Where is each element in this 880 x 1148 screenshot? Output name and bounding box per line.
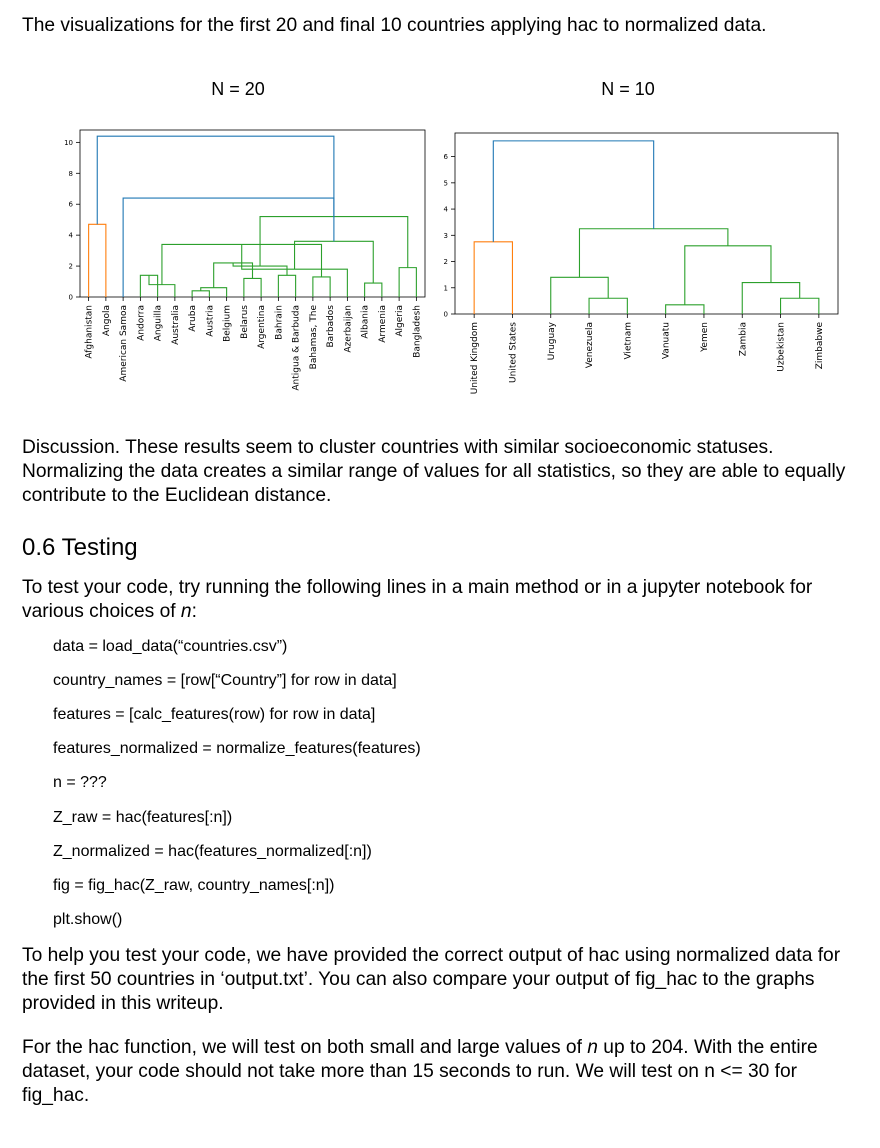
leaf-label: Algeria [395, 305, 406, 337]
code-line-fig: fig = fig_hac(Z_raw, country_names[:n]) [53, 877, 335, 894]
dendrogram-link [589, 298, 627, 314]
y-tick-label: 1 [443, 284, 448, 293]
leaf-label: Belarus [239, 305, 250, 339]
dendrogram-link [244, 278, 261, 297]
dendrogram-link [214, 263, 253, 288]
test-intro-before: To test your code, try running the following lines in a main method or in a jupyter notebook for various choices of [22, 577, 813, 622]
dendrogram-link [295, 241, 374, 283]
dendrogram-link [192, 291, 209, 297]
leaf-label: Anguilla [153, 305, 164, 342]
y-tick-label: 2 [68, 262, 73, 271]
leaf-label: Zimbabwe [814, 322, 825, 370]
leaf-label: Vanuatu [661, 322, 672, 360]
leaf-label: Venezuela [585, 322, 596, 369]
test-intro-after: : [191, 601, 197, 622]
variable-n: n [180, 601, 192, 622]
leaf-label: Barbados [326, 305, 337, 348]
code-line-z-normalized: Z_normalized = hac(features_normalized[:n]) [53, 843, 372, 860]
leaf-label: Angola [101, 305, 112, 337]
y-tick-label: 4 [443, 205, 448, 214]
leaf-label: United States [508, 322, 519, 383]
dendrogram-link [666, 305, 704, 314]
dendrogram-link [493, 141, 653, 242]
leaf-label: Yemen [699, 322, 710, 352]
leaf-label: Albania [360, 305, 371, 339]
leaf-label: Andorra [136, 305, 147, 341]
dendrogram-link [474, 242, 512, 314]
leaf-label: American Samoa [119, 305, 130, 382]
y-tick-label: 0 [443, 310, 448, 319]
y-tick-label: 10 [64, 138, 73, 147]
chart-title-n10: N = 10 [601, 79, 655, 99]
dendrogram-link [123, 198, 334, 297]
dendrogram-link [278, 275, 295, 297]
dendrogram-link [399, 268, 416, 297]
code-line-country-names: country_names = [row[“Country”] for row in data] [53, 672, 397, 689]
code-line-plt-show: plt.show() [53, 911, 123, 928]
section-number: 0.6 [22, 534, 56, 561]
leaf-label: United Kingdom [470, 322, 481, 395]
dendrogram-link [551, 277, 608, 314]
leaf-label: Armenia [377, 305, 388, 343]
discussion-text: Discussion. These results seem to cluster countries with similar socioeconomic statuses. Normalizing the data creates a similar range of values for all statistics, so they are able to equally contribute to the Euclidean distance. [22, 437, 846, 506]
y-tick-label: 6 [443, 153, 448, 162]
help-text: To help you test your code, we have provided the correct output of hac using normalized data for the first 50 countries in ‘output.txt’. You can also compare your output of fig_hac to the graphs provided in this writeup. [22, 945, 841, 1014]
code-line-load-data: data = load_data(“countries.csv”) [53, 638, 288, 655]
final-text-part2: up to 204. With the entire dataset, your code should not take more than 15 seconds to run. We will test on n <= 30 for fig_hac. [22, 1037, 818, 1106]
leaf-label: Uzbekistan [776, 322, 787, 372]
leaf-label: Austria [205, 305, 216, 337]
dendrogram-n10 [420, 130, 840, 420]
leaf-label: Aruba [188, 305, 199, 332]
leaf-label: Antigua & Barbuda [291, 305, 302, 391]
variable-n: n [587, 1037, 598, 1058]
final-text-part1: For the hac function, we will test on both small and large values of [22, 1037, 588, 1058]
y-tick-label: 3 [443, 231, 448, 240]
y-tick-label: 5 [443, 179, 448, 188]
leaf-label: Zambia [738, 322, 749, 357]
leaf-label: Bahrain [274, 305, 285, 340]
code-line-z-raw: Z_raw = hac(features[:n]) [53, 809, 233, 826]
dendrogram-link [365, 283, 382, 297]
code-line-features: features = [calc_features(row) for row in data] [53, 706, 376, 723]
dendrogram-link [685, 246, 771, 305]
code-line-features-normalized: features_normalized = normalize_features(features) [53, 740, 421, 757]
dendrogram-link [313, 277, 330, 297]
final-text [22, 1036, 852, 1108]
y-tick-label: 2 [443, 258, 448, 267]
leaf-label: Vietnam [623, 322, 634, 360]
leaf-label: Belgium [222, 305, 233, 342]
leaf-label: Bahamas, The [308, 305, 319, 370]
intro-text: The visualizations for the first 20 and final 10 countries applying hac to normalized data. [22, 15, 767, 36]
y-tick-label: 0 [68, 293, 73, 302]
dendrogram-link [579, 229, 727, 278]
chart-title-n20: N = 20 [211, 79, 265, 99]
y-tick-label: 6 [68, 200, 73, 209]
code-line-n: n = ??? [53, 774, 107, 791]
leaf-label: Uruguay [546, 322, 557, 361]
leaf-label: Argentina [257, 305, 268, 349]
y-tick-label: 8 [68, 169, 73, 178]
dendrogram-link [201, 288, 227, 297]
y-tick-label: 4 [68, 231, 73, 240]
test-intro-text [22, 576, 852, 624]
dendrogram-link [97, 136, 334, 224]
dendrogram-n20 [40, 130, 425, 420]
leaf-label: Afghanistan [84, 305, 95, 359]
leaf-label: Azerbaijan [343, 305, 354, 353]
leaf-label: Bangladesh [412, 305, 423, 358]
section-heading [22, 534, 138, 562]
section-title: Testing [61, 534, 138, 561]
dendrogram-link [89, 224, 106, 297]
leaf-label: Australia [170, 305, 181, 345]
dendrogram-link [781, 298, 819, 314]
